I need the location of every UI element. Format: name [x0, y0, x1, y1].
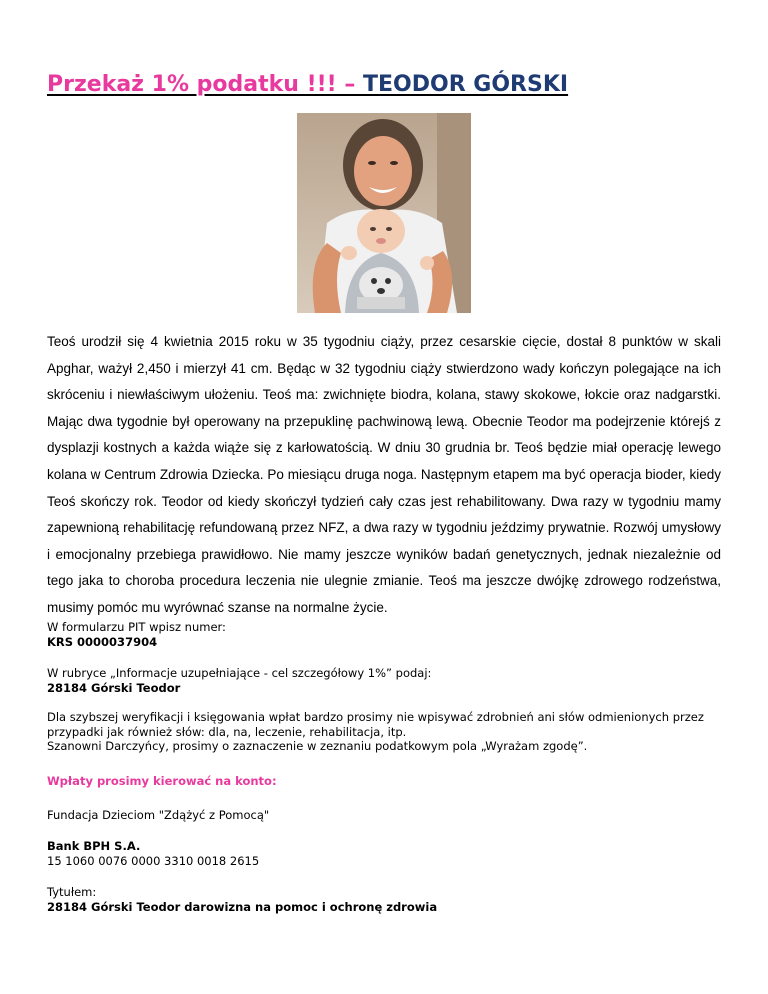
- transfer-title-label: Tytułem:: [47, 885, 97, 899]
- note-line-1: Dla szybszej weryfikacji i księgowania wpłat bardzo prosimy nie wpisywać zdrobnień ani słów odmienionych przez: [47, 710, 704, 724]
- account-number: 15 1060 0076 0000 3310 0018 2615: [47, 853, 260, 868]
- account-heading: Wpłaty prosimy kierować na konto:: [47, 774, 277, 788]
- rubric-value: 28184 Górski Teodor: [47, 680, 181, 695]
- pit-section: [47, 620, 226, 649]
- photo-illustration: [297, 113, 471, 313]
- pit-label: W formularzu PIT wpisz numer:: [47, 620, 226, 634]
- krs-number: KRS 0000037904: [47, 634, 158, 649]
- notes-section: [47, 710, 737, 754]
- child-photo: [297, 113, 471, 313]
- page-title: [47, 72, 568, 97]
- bank-name: Bank BPH S.A.: [47, 839, 141, 853]
- story-paragraph: Teoś urodził się 4 kwietnia 2015 roku w 35 tygodniu ciąży, przez cesarskie cięcie, dostał 8 punktów w skali Apghar, ważył 2,450 i mierzył 41 cm. Będąc w 32 tygodniu ciąży stwierdzono wady kończyn polegające na ich skróceniu i niewłaściwym ułożeniu. Teoś ma: zwichnięte biodra, kolana, stawy skokowe, łokcie oraz nadgarstki. Mając dwa tygodnie był operowany na przepuklinę pachwinową lewą. Obecnie Teodor ma podejrzenie którejś z dysplazji kostnych a każda wiąże się z karłowatością. W dniu 30 grudnia br. Teoś będzie miał operację lewego kolana w Centrum Zdrowia Dziecka. Po miesiącu druga noga. Następnym etapem ma być operacja bioder, kiedy Teoś skończy rok. Teodor od kiedy skończył tydzień cały czas jest rehabilitowany. Dwa razy w tygodniu mamy zapewnioną rehabilitację refundowaną przez NFZ, a dwa razy w tygodniu jeździmy prywatnie. Rozwój umysłowy i emocjonalny przebiega prawidłowo. Nie mamy jeszcze wyników badań genetycznych, jednak niezależnie od tego jaka to choroba procedura leczenia nie ulegnie zmianie. Teoś ma jeszcze dwójkę zdrowego rodzeństwa, musimy pomóc mu wyrównać szanse na normalne życie.: [47, 334, 721, 615]
- transfer-title-section: [47, 885, 437, 914]
- title-prefix: Przekaż 1% podatku !!! –: [47, 72, 363, 97]
- rubric-section: [47, 666, 431, 695]
- note-line-2: przypadki jak również słów: dla, na, leczenie, rehabilitacja, itp.: [47, 724, 407, 739]
- bank-section: [47, 839, 259, 868]
- note-line-3: Szanowni Darczyńcy, prosimy o zaznaczenie w zeznaniu podatkowym pola „Wyrażam zgodę”.: [47, 739, 588, 753]
- rubric-label: W rubryce „Informacje uzupełniające - cel szczegółowy 1%” podaj:: [47, 666, 432, 680]
- title-name: TEODOR GÓRSKI: [363, 72, 569, 97]
- transfer-title-value: 28184 Górski Teodor darowizna na pomoc i ochronę zdrowia: [47, 899, 438, 914]
- foundation-name: Fundacja Dzieciom "Zdążyć z Pomocą": [47, 808, 270, 822]
